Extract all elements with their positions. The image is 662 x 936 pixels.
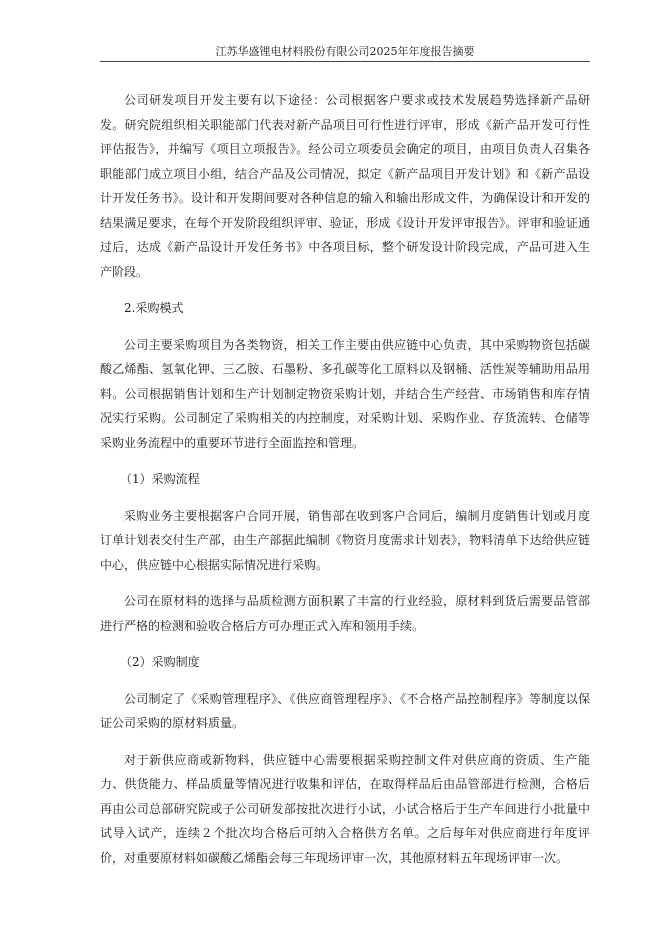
purchase-system-paragraph-1: 公司制定了《采购管理程序》、《供应商管理程序》、《不合格产品控制程序》等制度以保证公司采购的原材料质量。 [100,691,590,730]
header-divider [100,61,590,62]
purchase-flow-paragraph-2: 公司在原材料的选择与品质检测方面积累了丰富的行业经验，原材料到货后需要品管部进行严格的检测和验收合格后方可办理正式入库和领用手续。 [100,594,590,633]
purchase-mode-heading: 2.采购模式 [124,301,184,315]
rd-paragraph: 公司研发项目开发主要有以下途径：公司根据客户要求或技术发展趋势选择新产品研发。研究院组织相关职能部门代表对新产品项目可行性进行评审，形成《新产品开发可行性评估报告》，并编写《项目立项报告》。经公司立项委员会确定的项目，由项目负责人召集各职能部门成立项目小组，结合产品及公司情况，拟定《新产品项目开发计划》和《新产品设计开发任务书》。设计和开发期间要对各种信息的输入和输出形成文件，为确保设计和开发的结果满足要求，在每个开发阶段组织评审、验证，形成《设计开发评审报告》。评审和验证通过后，达成《新产品设计开发任务书》中各项目标，整个研发设计阶段完成，产品可进入生产阶段。 [100,93,590,279]
purchase-flow-paragraph-1: 采购业务主要根据客户合同开展，销售部在收到客户合同后，编制月度销售计划或月度订单计划表交付生产部，由生产部据此编制《物资月度需求计划表》，物料清单下达给供应链中心，供应链中心根据实际情况进行采购。 [100,508,590,572]
page-header: 江苏华盛锂电材料股份有限公司2025年年度报告摘要 [215,45,475,58]
purchase-system-paragraph-2: 对于新供应商或新物料，供应链中心需要根据采购控制文件对供应商的资质、生产能力、供货能力、样品质量等情况进行收集和评估，在取得样品后由品管部进行检测，合格后再由公司总部研究院或子公司研发部按批次进行小试，小试合格后于生产车间进行小批量中试导入试产，连续２个批次均合格后可纳入合格供方名单。之后每年对供应商进行年度评价，对重要原材料如碳酸乙烯酯会每三年现场评审一次，其他原材料五年现场评审一次。 [100,752,590,865]
purchase-flow-heading: （1）采购流程 [120,472,200,486]
purchase-intro-paragraph: 公司主要采购项目为各类物资，相关工作主要由供应链中心负责，其中采购物资包括碳酸乙烯酯、氢氧化钾、三乙胺、石墨粉、多孔碳等化工原料以及钢桶、活性炭等辅助用品用料。公司根据销售计划和生产计划制定物资采购计划，并结合生产经营、市场销售和库存情况实行采购。公司制定了采购相关的内控制度，对采购计划、采购作业、存货流转、仓储等采购业务流程中的重要环节进行全面监控和管理。 [100,337,590,450]
document-body [100,88,590,870]
purchase-system-heading: （2）采购制度 [120,655,200,669]
